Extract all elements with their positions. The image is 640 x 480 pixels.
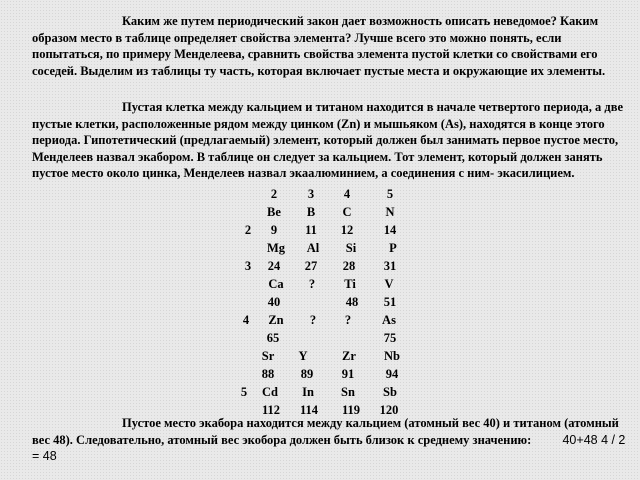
- table-cell: Ti: [344, 277, 356, 291]
- conclusion-text: Пустое место экабора находится между кальцием (атомный вес 40) и титаном (атомный вес 48). Следовательно, атомный вес экобора должен быть близок к среднему значению:: [32, 416, 619, 447]
- table-cell: Ca: [268, 277, 284, 291]
- table-cell: 14: [383, 223, 397, 237]
- table-cell: In: [302, 385, 314, 399]
- table-cell: 9: [270, 223, 278, 237]
- table-row: [0, 240, 640, 257]
- table-cell: 5: [386, 187, 394, 201]
- table-row: [0, 276, 640, 293]
- table-cell: 88: [261, 367, 275, 381]
- table-cell: 75: [383, 331, 397, 345]
- table-row: [0, 366, 640, 383]
- table-cell: B: [306, 205, 316, 219]
- periodic-table-fragment: [0, 186, 640, 416]
- table-cell: 114: [299, 403, 319, 417]
- table-cell: ?: [344, 313, 352, 327]
- table-row: [0, 204, 640, 221]
- table-cell: 48: [345, 295, 359, 309]
- table-cell: 91: [341, 367, 355, 381]
- table-cell: V: [384, 277, 394, 291]
- table-row: [0, 384, 640, 401]
- table-cell: 3: [307, 187, 315, 201]
- table-cell: 4: [242, 313, 250, 327]
- table-cell: 28: [342, 259, 356, 273]
- table-cell: Cd: [262, 385, 278, 399]
- table-cell: Y: [298, 349, 308, 363]
- table-cell: Be: [267, 205, 281, 219]
- table-cell: C: [342, 205, 352, 219]
- table-row: [0, 348, 640, 365]
- table-cell: Zn: [268, 313, 284, 327]
- table-cell: Zr: [342, 349, 356, 363]
- table-cell: As: [382, 313, 396, 327]
- table-row: [0, 312, 640, 329]
- table-cell: 65: [266, 331, 280, 345]
- table-cell: 119: [341, 403, 361, 417]
- table-cell: 31: [383, 259, 397, 273]
- conclusion-paragraph: [32, 415, 632, 465]
- table-cell: Sn: [341, 385, 355, 399]
- table-cell: Sb: [383, 385, 397, 399]
- table-cell: N: [385, 205, 395, 219]
- table-cell: 3: [244, 259, 252, 273]
- table-cell: 11: [305, 223, 317, 237]
- table-cell: Nb: [384, 349, 400, 363]
- table-cell: 12: [340, 223, 354, 237]
- table-cell: Sr: [261, 349, 275, 363]
- table-cell: 89: [300, 367, 314, 381]
- table-cell: 120: [379, 403, 399, 417]
- table-cell: 40: [267, 295, 281, 309]
- table-cell: 4: [343, 187, 351, 201]
- table-cell: ?: [309, 313, 317, 327]
- table-row: [0, 294, 640, 311]
- table-row: [0, 186, 640, 203]
- table-cell: Mg: [266, 241, 286, 255]
- table-cell: 24: [267, 259, 281, 273]
- table-cell: 51: [383, 295, 397, 309]
- table-cell: 27: [304, 259, 318, 273]
- empty-cell-paragraph: Пустая клетка между кальцием и титаном находится в начале четвертого периода, а две пустые клетки, расположенные рядом между цинком (Zn) и мышьяком (As), находятся в конце этого периода. Гипотетический (предлагаемый) элемент, который должен был занимать первое пустое место, Менделеев назвал экабором. В таблице он следует за кальцием. Тот элемент, который должен занять пустое место около цинка, Менделеев назвал экаалюминием, а соединения с ним- экасилицием.: [32, 100, 624, 181]
- table-cell: Al: [306, 241, 320, 255]
- table-cell: 112: [261, 403, 281, 417]
- intro-paragraph: Каким же путем периодический закон дает возможность описать неведомое? Каким образом место в таблице определяет свойства элемента? Лучше всего это можно понять, если попытаться, по примеру Менделеева, сравнить свойства элемента пустой клетки со свойствами его соседей. Выделим из таблицы ту часть, которая включает пустые места и окружающие их элементы.: [32, 14, 606, 78]
- table-cell: 2: [244, 223, 252, 237]
- table-cell: 2: [270, 187, 278, 201]
- table-cell: P: [389, 241, 397, 255]
- table-row: [0, 330, 640, 347]
- table-row: [0, 258, 640, 275]
- atomic-weight-calculation: 40+48 4 / 2 = 48: [32, 432, 626, 464]
- table-cell: ?: [308, 277, 316, 291]
- table-cell: 5: [240, 385, 248, 399]
- table-cell: 94: [385, 367, 399, 381]
- table-row: [0, 222, 640, 239]
- table-cell: Si: [345, 241, 357, 255]
